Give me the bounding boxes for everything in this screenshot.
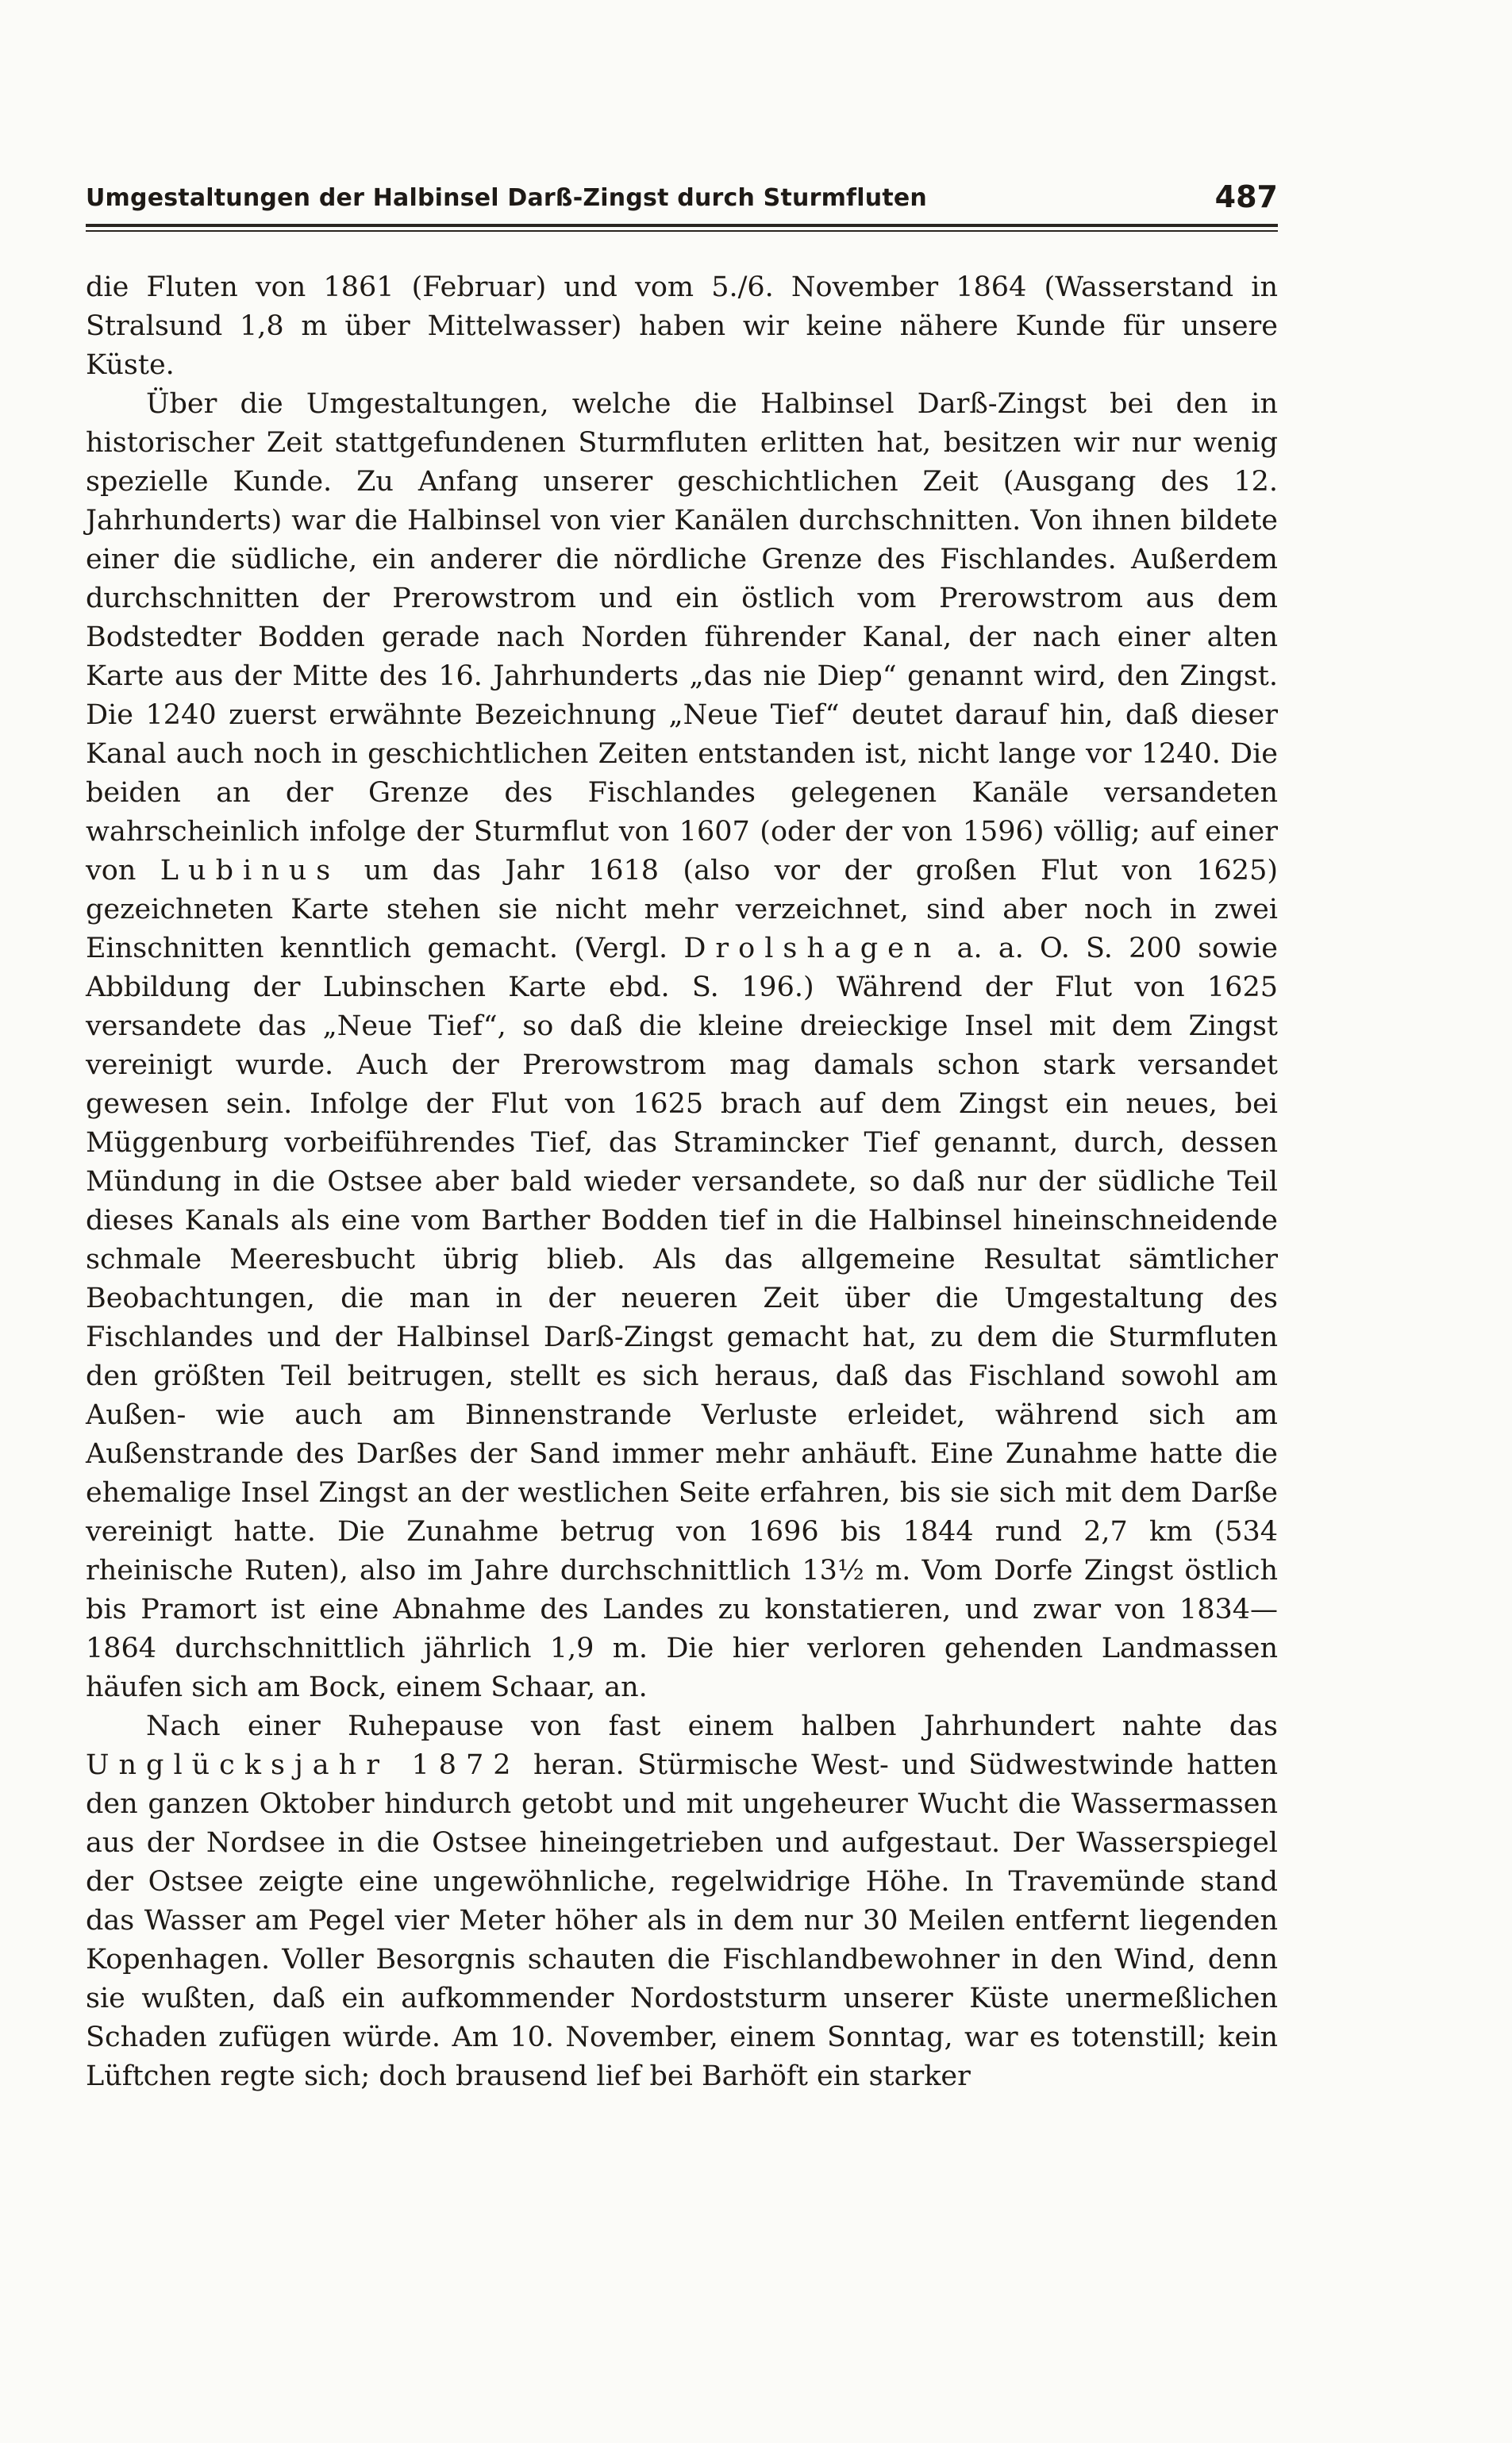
paragraph-2-part-b: um das Jahr 1618 (also vor der großen Flut von 1625) gezeichneten Karte stehen sie nicht mehr verzeichnet, sind aber noch in zwei Einschnitten kenntlich gemacht. (Vergl. (86, 855, 1278, 964)
paragraph-2-part-a: Über die Umgestaltungen, welche die Halbinsel Darß-Zingst bei den in historischer Zeit stattgefundenen Sturmfluten erlitten hat, besitzen wir nur wenig spezielle Kunde. Zu Anfang unserer geschichtlichen Zeit (Ausgang des 12. Jahrhunderts) war die Halbinsel von vier Kanälen durchschnitten. Von ihnen bildete einer die südliche, ein anderer die nördliche Grenze des Fischlandes. Außerdem durchschnitten der Prerowstrom und ein östlich vom Prerowstrom aus dem Bodstedter Bodden gerade nach Norden führender Kanal, der nach einer alten Karte aus der Mitte des 16. Jahrhunderts „das nie Diep“ genannt wird, den Zingst. Die 1240 zuerst erwähnte Bezeichnung „Neue Tief“ deutet darauf hin, daß dieser Kanal auch noch in geschichtlichen Zeiten entstanden ist, nicht lange vor 1240. Die beiden an der Grenze des Fischlandes gelegenen Kanäle versandeten wahrscheinlich infolge der Sturmflut von 1607 (oder der von 1596) völlig; auf einer von (86, 388, 1278, 887)
page-header (86, 179, 1278, 219)
spaced-phrase-unglucksjahr: Unglücksjahr 1872 (86, 1749, 521, 1781)
header-rule-thick (86, 224, 1278, 227)
paragraph-3 (86, 1707, 1278, 2096)
paragraph-3-part-a: Nach einer Ruhepause von fast einem halben Jahrhundert nahte das (146, 1710, 1278, 1742)
header-rule-thin (86, 230, 1278, 232)
paragraph-3-part-b: heran. Stürmische West- und Südwestwinde hatten den ganzen Oktober hindurch getobt und mit ungeheurer Wucht die Wassermassen aus der Nordsee in die Ostsee hineingetrieben und aufgestaut. Der Wasserspiegel der Ostsee zeigte eine ungewöhnliche, regelwidrige Höhe. In Travemünde stand das Wasser am Pegel vier Meter höher als in dem nur 30 Meilen entfernt liegenden Kopenhagen. Voller Besorgnis schauten die Fischlandbewohner in den Wind, denn sie wußten, daß ein aufkommender Nordoststurm unserer Küste unermeßlichen Schaden zufügen würde. Am 10. November, einem Sonntag, war es totenstill; kein Lüftchen regte sich; doch brausend lief bei Barhöft ein starker (86, 1749, 1279, 2092)
paragraph-1: die Fluten von 1861 (Februar) und vom 5./6. November 1864 (Wasserstand in Stralsund 1,8 m über Mittelwasser) haben wir keine nähere Kunde für unsere Küste. (86, 271, 1278, 381)
paragraph-2 (86, 385, 1278, 1707)
spaced-name-lubinus: Lubinus (160, 855, 340, 887)
paragraph-2-part-c: a. a. O. S. 200 sowie Abbildung der Lubinschen Karte ebd. S. 196.) Während der Flut von 1625 versandete das „Neue Tief“, so daß die kleine dreieckige Insel mit dem Zingst vereinigt wurde. Auch der Prerowstrom mag damals schon stark versandet gewesen sein. Infolge der Flut von 1625 brach auf dem Zingst ein neues, bei Müggenburg vorbeiführendes Tief, das Straminсker Tief genannt, durch, dessen Mündung in die Ostsee aber bald wieder versandete, so daß nur der südliche Teil dieses Kanals als eine vom Barther Bodden tief in die Halbinsel hineinschneidende schmale Meeresbucht übrig blieb. Als das allgemeine Resultat sämtlicher Beobachtungen, die man in der neueren Zeit über die Umgestaltung des Fischlandes und der Halbinsel Darß-Zingst gemacht hat, zu dem die Sturmfluten den größten Teil beitrugen, stellt es sich heraus, daß das Fischland sowohl am Außen- wie auch am Binnenstrande Verluste erleidet, während sich am Außenstrande des Darßes der Sand immer mehr anhäuft. Eine Zunahme hatte die ehemalige Insel Zingst an der westlichen Seite erfahren, bis sie sich mit dem Darße vereinigt hatte. Die Zunahme betrug von 1696 bis 1844 rund 2,7 km (534 rheinische Ruten), also im Jahre durchschnittlich 13½ m. Vom Dorfe Zingst östlich bis Pramort ist eine Abnahme des Landes zu konstatieren, und zwar von 1834—1864 durchschnittlich jährlich 1,9 m. Die hier verloren gehenden Landmassen häufen sich am Bock, einem Schaar, an. (86, 933, 1278, 1703)
page-number: 487 (1214, 179, 1278, 214)
body-text (86, 268, 1278, 2096)
spaced-name-drolshagen: Drolshagen (683, 933, 941, 964)
running-title: Umgestaltungen der Halbinsel Darß-Zingst durch Sturmfluten (86, 184, 927, 212)
